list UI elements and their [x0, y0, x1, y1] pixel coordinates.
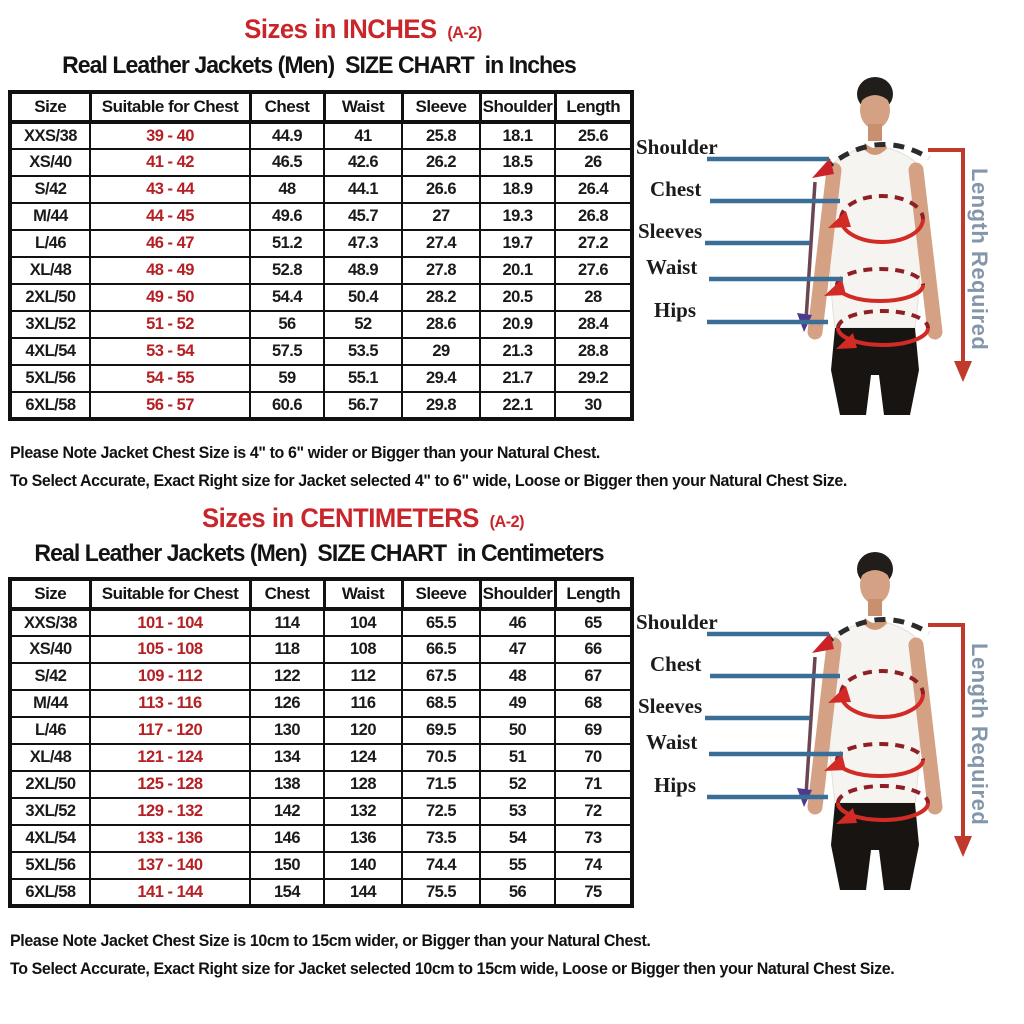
column-header: Waist: [324, 579, 402, 609]
table-row: [10, 149, 632, 176]
value-cell: 55: [480, 852, 555, 879]
value-cell: 74: [555, 852, 632, 879]
value-cell: 130: [250, 717, 324, 744]
column-header: Suitable for Chest: [90, 92, 250, 122]
value-cell: 138: [250, 771, 324, 798]
value-cell: 20.1: [480, 257, 555, 284]
value-cell: 18.1: [480, 122, 555, 149]
value-cell: 75.5: [402, 879, 480, 906]
value-cell: 114: [250, 609, 324, 636]
size-cell: S/42: [10, 663, 90, 690]
value-cell: 22.1: [480, 392, 555, 419]
shoulder-label: Shoulder: [636, 610, 718, 634]
measurement-figure-svg: [632, 70, 1024, 455]
value-cell: 69: [555, 717, 632, 744]
value-cell: 54 - 55: [90, 365, 250, 392]
value-cell: 19.3: [480, 203, 555, 230]
value-cell: 54: [480, 825, 555, 852]
value-cell: 26: [555, 149, 632, 176]
value-cell: 56.7: [324, 392, 402, 419]
length-arrow: [954, 836, 972, 857]
size-cell: 6XL/58: [10, 392, 90, 419]
size-cell: XXS/38: [10, 122, 90, 149]
hips-label: Hips: [654, 298, 697, 322]
neck: [868, 599, 882, 616]
value-cell: 128: [324, 771, 402, 798]
value-cell: 59: [250, 365, 324, 392]
value-cell: 50: [480, 717, 555, 744]
size-cell: 2XL/50: [10, 284, 90, 311]
value-cell: 125 - 128: [90, 771, 250, 798]
value-cell: 52: [480, 771, 555, 798]
value-cell: 44.1: [324, 176, 402, 203]
table-row: [10, 636, 632, 663]
value-cell: 53 - 54: [90, 338, 250, 365]
value-cell: 19.7: [480, 230, 555, 257]
value-cell: 75: [555, 879, 632, 906]
length-required-label: Length Required: [967, 643, 992, 826]
inches-size-table: [8, 90, 634, 421]
waist-label: Waist: [646, 730, 698, 754]
value-cell: 18.9: [480, 176, 555, 203]
value-cell: 137 - 140: [90, 852, 250, 879]
cm-title-text: Sizes in CENTIMETERS: [201, 503, 479, 533]
value-cell: 20.5: [480, 284, 555, 311]
size-cell: L/46: [10, 230, 90, 257]
size-cell: XS/40: [10, 149, 90, 176]
table-row: [10, 852, 632, 879]
table-row: [10, 311, 632, 338]
table-row: [10, 825, 632, 852]
column-header: Size: [10, 92, 90, 122]
value-cell: 65: [555, 609, 632, 636]
value-cell: 48.9: [324, 257, 402, 284]
sleeves-label: Sleeves: [638, 694, 703, 718]
value-cell: 55.1: [324, 365, 402, 392]
header-row: [10, 92, 632, 122]
cm-note-2: To Select Accurate, Exact Right size for Jacket selected 10cm to 15cm wide, Loose or Bigger then your Natural Chest Size.: [10, 960, 895, 978]
value-cell: 68: [555, 690, 632, 717]
value-cell: 21.3: [480, 338, 555, 365]
value-cell: 49.6: [250, 203, 324, 230]
value-cell: 57.5: [250, 338, 324, 365]
value-cell: 46: [480, 609, 555, 636]
value-cell: 67.5: [402, 663, 480, 690]
value-cell: 109 - 112: [90, 663, 250, 690]
size-cell: 6XL/58: [10, 879, 90, 906]
measurement-figure-cm: [632, 545, 1024, 930]
man-illustration: [815, 552, 935, 890]
value-cell: 26.6: [402, 176, 480, 203]
value-cell: 41 - 42: [90, 149, 250, 176]
value-cell: 136: [324, 825, 402, 852]
size-cell: 4XL/54: [10, 338, 90, 365]
value-cell: 20.9: [480, 311, 555, 338]
size-cell: 5XL/56: [10, 365, 90, 392]
value-cell: 70: [555, 744, 632, 771]
value-cell: 144: [324, 879, 402, 906]
inches-title-code: (A-2): [447, 23, 482, 42]
neck: [868, 124, 882, 141]
column-header: Chest: [250, 579, 324, 609]
sleeves-label: Sleeves: [638, 219, 703, 243]
column-header: Waist: [324, 92, 402, 122]
table-row: [10, 798, 632, 825]
column-header: Sleeve: [402, 579, 480, 609]
value-cell: 27.4: [402, 230, 480, 257]
measurement-figure-inches: [632, 70, 1024, 455]
value-cell: 73.5: [402, 825, 480, 852]
hips-label: Hips: [654, 773, 697, 797]
value-cell: 133 - 136: [90, 825, 250, 852]
column-header: Chest: [250, 92, 324, 122]
table-row: [10, 203, 632, 230]
table-row: [10, 230, 632, 257]
value-cell: 28.4: [555, 311, 632, 338]
value-cell: 122: [250, 663, 324, 690]
value-cell: 51.2: [250, 230, 324, 257]
value-cell: 25.6: [555, 122, 632, 149]
value-cell: 72: [555, 798, 632, 825]
value-cell: 74.4: [402, 852, 480, 879]
cm-note-1: Please Note Jacket Chest Size is 10cm to 15cm wider, or Bigger than your Natural Chest.: [10, 932, 651, 950]
value-cell: 72.5: [402, 798, 480, 825]
value-cell: 71.5: [402, 771, 480, 798]
value-cell: 42.6: [324, 149, 402, 176]
column-header: Suitable for Chest: [90, 579, 250, 609]
value-cell: 67: [555, 663, 632, 690]
value-cell: 117 - 120: [90, 717, 250, 744]
length-required-label: Length Required: [967, 168, 992, 351]
size-cell: 3XL/52: [10, 311, 90, 338]
value-cell: 56: [480, 879, 555, 906]
size-cell: XS/40: [10, 636, 90, 663]
value-cell: 49: [480, 690, 555, 717]
value-cell: 44 - 45: [90, 203, 250, 230]
right-arm: [916, 170, 935, 332]
value-cell: 60.6: [250, 392, 324, 419]
value-cell: 132: [324, 798, 402, 825]
table-row: [10, 744, 632, 771]
value-cell: 52: [324, 311, 402, 338]
size-cell: 2XL/50: [10, 771, 90, 798]
table-row: [10, 122, 632, 149]
size-cell: XL/48: [10, 257, 90, 284]
value-cell: 29.8: [402, 392, 480, 419]
value-cell: 28: [555, 284, 632, 311]
value-cell: 28.8: [555, 338, 632, 365]
value-cell: 68.5: [402, 690, 480, 717]
value-cell: 141 - 144: [90, 879, 250, 906]
value-cell: 69.5: [402, 717, 480, 744]
column-header: Sleeve: [402, 92, 480, 122]
value-cell: 112: [324, 663, 402, 690]
size-cell: 4XL/54: [10, 825, 90, 852]
waist-label: Waist: [646, 255, 698, 279]
size-cell: M/44: [10, 203, 90, 230]
length-arrow: [954, 361, 972, 382]
value-cell: 46.5: [250, 149, 324, 176]
value-cell: 134: [250, 744, 324, 771]
value-cell: 48: [480, 663, 555, 690]
value-cell: 71: [555, 771, 632, 798]
value-cell: 121 - 124: [90, 744, 250, 771]
value-cell: 113 - 116: [90, 690, 250, 717]
value-cell: 142: [250, 798, 324, 825]
value-cell: 146: [250, 825, 324, 852]
value-cell: 29: [402, 338, 480, 365]
value-cell: 39 - 40: [90, 122, 250, 149]
size-cell: XL/48: [10, 744, 90, 771]
value-cell: 124: [324, 744, 402, 771]
chest-label: Chest: [650, 652, 702, 676]
inches-note-1: Please Note Jacket Chest Size is 4" to 6" wider or Bigger than your Natural Chest.: [10, 444, 600, 462]
cm-title-code: (A-2): [489, 512, 525, 531]
value-cell: 48 - 49: [90, 257, 250, 284]
value-cell: 45.7: [324, 203, 402, 230]
value-cell: 101 - 104: [90, 609, 250, 636]
column-header: Length: [555, 579, 632, 609]
value-cell: 53: [480, 798, 555, 825]
table-row: [10, 257, 632, 284]
table-row: [10, 609, 632, 636]
value-cell: 150: [250, 852, 324, 879]
table-row: [10, 338, 632, 365]
value-cell: 52.8: [250, 257, 324, 284]
column-header: Length: [555, 92, 632, 122]
left-arm: [815, 170, 834, 332]
value-cell: 65.5: [402, 609, 480, 636]
column-header: Shoulder: [480, 92, 555, 122]
inches-note-2: To Select Accurate, Exact Right size for Jacket selected 4" to 6" wide, Loose or Bigger then your Natural Chest Size.: [10, 472, 847, 490]
value-cell: 27: [402, 203, 480, 230]
value-cell: 53.5: [324, 338, 402, 365]
value-cell: 116: [324, 690, 402, 717]
value-cell: 29.2: [555, 365, 632, 392]
value-cell: 18.5: [480, 149, 555, 176]
value-cell: 104: [324, 609, 402, 636]
chest-label: Chest: [650, 177, 702, 201]
cm-size-table: [8, 577, 634, 908]
man-illustration: [815, 77, 935, 415]
value-cell: 47.3: [324, 230, 402, 257]
table-row: [10, 690, 632, 717]
table-row: [10, 392, 632, 419]
table-row: [10, 284, 632, 311]
size-cell: 3XL/52: [10, 798, 90, 825]
measurement-figure-svg: [632, 545, 1024, 930]
value-cell: 27.6: [555, 257, 632, 284]
inches-section-title: [26, 14, 701, 45]
table-row: [10, 771, 632, 798]
size-cell: 5XL/56: [10, 852, 90, 879]
value-cell: 70.5: [402, 744, 480, 771]
value-cell: 27.8: [402, 257, 480, 284]
value-cell: 21.7: [480, 365, 555, 392]
value-cell: 27.2: [555, 230, 632, 257]
left-arm: [815, 645, 834, 807]
value-cell: 51 - 52: [90, 311, 250, 338]
value-cell: 46 - 47: [90, 230, 250, 257]
value-cell: 28.2: [402, 284, 480, 311]
value-cell: 129 - 132: [90, 798, 250, 825]
value-cell: 154: [250, 879, 324, 906]
value-cell: 51: [480, 744, 555, 771]
value-cell: 48: [250, 176, 324, 203]
value-cell: 140: [324, 852, 402, 879]
value-cell: 56 - 57: [90, 392, 250, 419]
value-cell: 54.4: [250, 284, 324, 311]
value-cell: 30: [555, 392, 632, 419]
value-cell: 26.4: [555, 176, 632, 203]
cm-section-title: [26, 503, 701, 534]
inches-title-text: Sizes in INCHES: [244, 14, 437, 44]
table-row: [10, 879, 632, 906]
value-cell: 49 - 50: [90, 284, 250, 311]
value-cell: 120: [324, 717, 402, 744]
value-cell: 44.9: [250, 122, 324, 149]
value-cell: 28.6: [402, 311, 480, 338]
header-row: [10, 579, 632, 609]
table-row: [10, 365, 632, 392]
value-cell: 108: [324, 636, 402, 663]
value-cell: 56: [250, 311, 324, 338]
value-cell: 50.4: [324, 284, 402, 311]
value-cell: 43 - 44: [90, 176, 250, 203]
value-cell: 26.2: [402, 149, 480, 176]
shoulder-label: Shoulder: [636, 135, 718, 159]
column-header: Shoulder: [480, 579, 555, 609]
value-cell: 26.8: [555, 203, 632, 230]
value-cell: 25.8: [402, 122, 480, 149]
size-cell: XXS/38: [10, 609, 90, 636]
value-cell: 126: [250, 690, 324, 717]
value-cell: 105 - 108: [90, 636, 250, 663]
value-cell: 66.5: [402, 636, 480, 663]
table-row: [10, 663, 632, 690]
column-header: Size: [10, 579, 90, 609]
size-cell: L/46: [10, 717, 90, 744]
right-arm: [916, 645, 935, 807]
value-cell: 66: [555, 636, 632, 663]
value-cell: 29.4: [402, 365, 480, 392]
size-cell: M/44: [10, 690, 90, 717]
table-row: [10, 717, 632, 744]
value-cell: 118: [250, 636, 324, 663]
size-cell: S/42: [10, 176, 90, 203]
cm-subtitle: Real Leather Jackets (Men) SIZE CHART in Centimeters: [34, 540, 604, 567]
inches-subtitle: Real Leather Jackets (Men) SIZE CHART in Inches: [62, 52, 576, 79]
value-cell: 41: [324, 122, 402, 149]
table-row: [10, 176, 632, 203]
value-cell: 47: [480, 636, 555, 663]
value-cell: 73: [555, 825, 632, 852]
